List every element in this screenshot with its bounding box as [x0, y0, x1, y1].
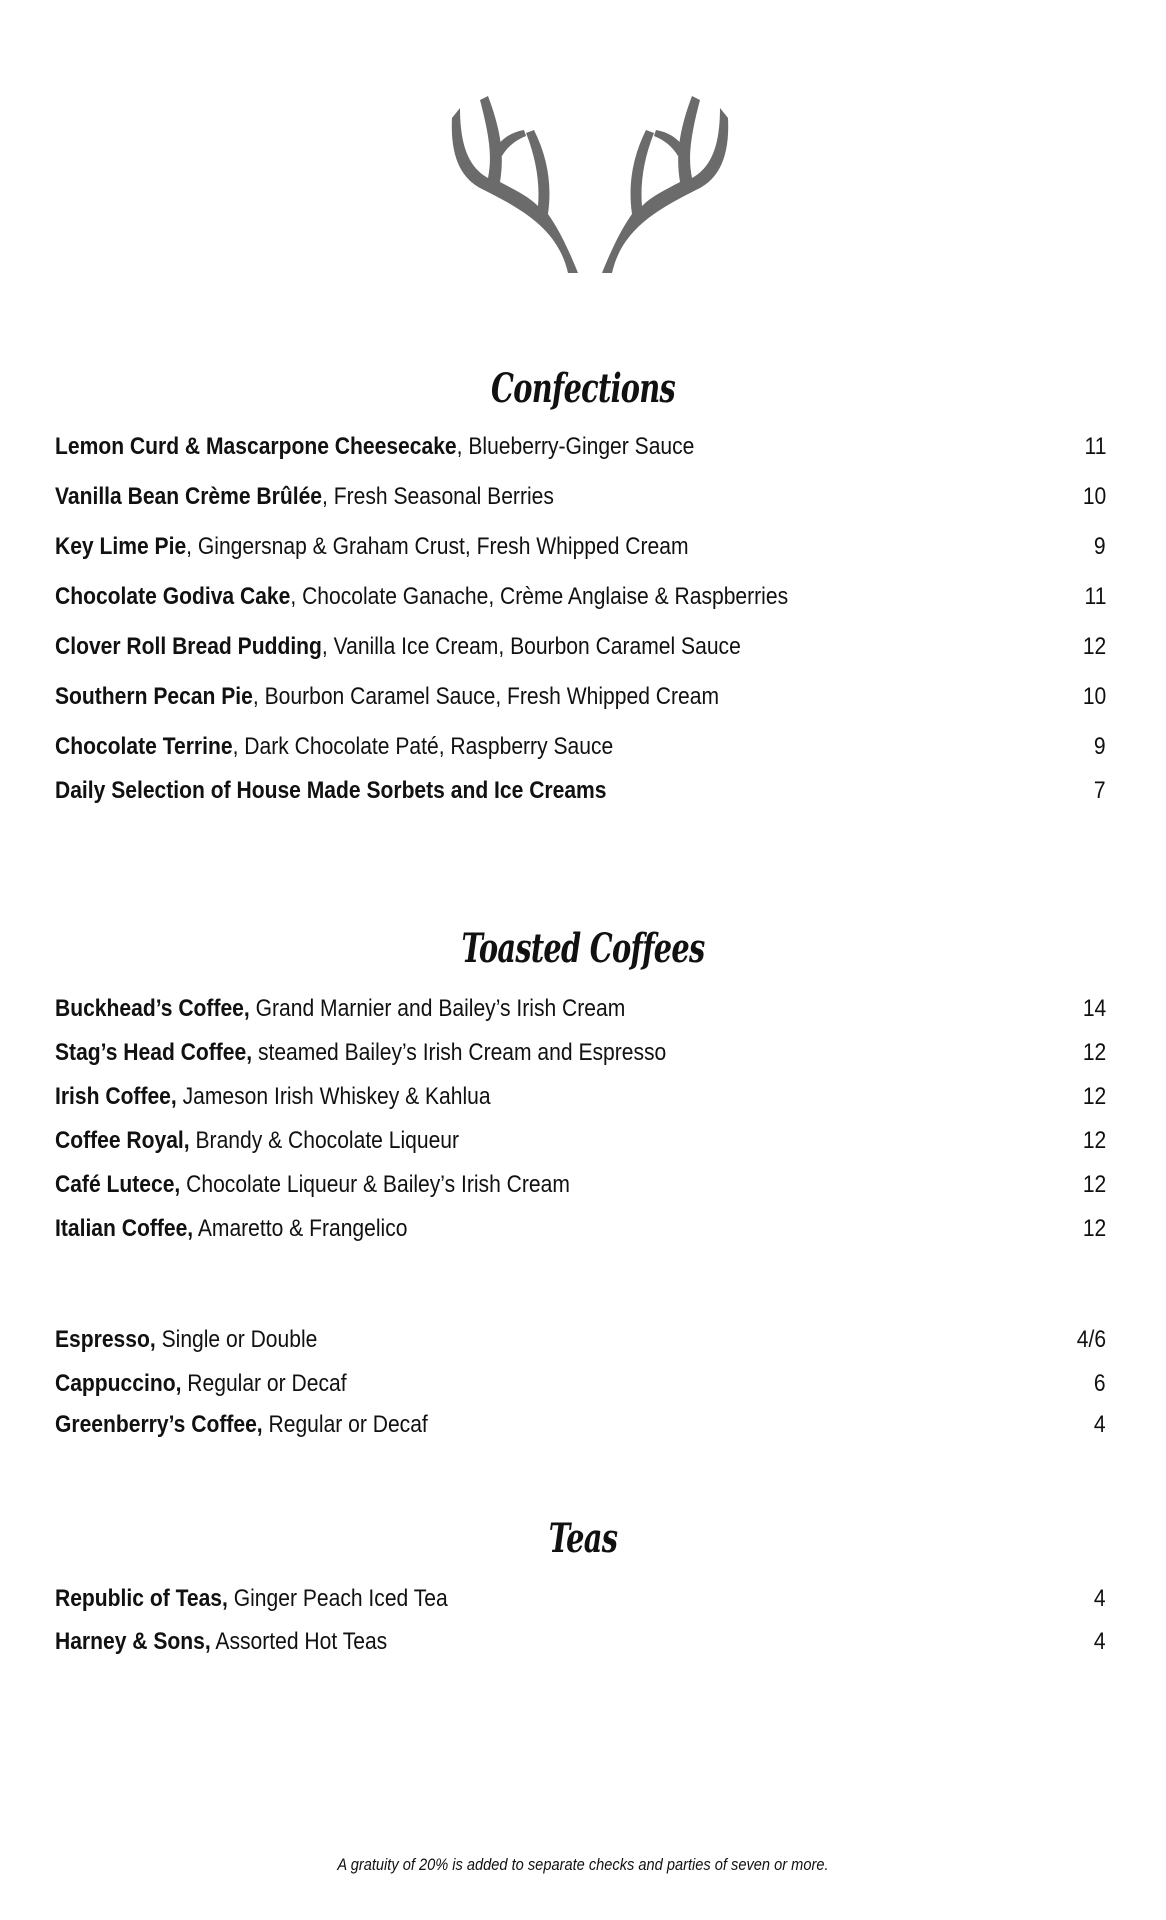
menu-item — [55, 1323, 1106, 1357]
item-desc: Bourbon Caramel Sauce, Fresh Whipped Cream — [258, 683, 720, 710]
item-name: Clover Roll Bread Pudding — [55, 633, 322, 660]
menu-item — [55, 1212, 1106, 1246]
item-name: Café Lutece, — [55, 1171, 181, 1198]
item-name: Irish Coffee, — [55, 1083, 177, 1110]
item-name: Buckhead’s Coffee, — [55, 995, 250, 1022]
item-sep: , — [232, 733, 239, 760]
item-sep: , — [186, 533, 193, 560]
item-price: 12 — [1082, 1171, 1106, 1198]
item-price: 9 — [1094, 733, 1106, 760]
item-price: 12 — [1082, 1127, 1106, 1154]
item-desc: Dark Chocolate Paté, Raspberry Sauce — [238, 733, 614, 760]
item-desc: Grand Marnier and Bailey’s Irish Cream — [249, 995, 626, 1022]
item-price: 12 — [1082, 633, 1106, 660]
item-price: 6 — [1094, 1370, 1106, 1397]
menu-item — [55, 580, 1106, 614]
section-title-confections: Confections — [490, 365, 676, 412]
item-name: Cappuccino, — [55, 1370, 182, 1397]
menu-item — [55, 1080, 1106, 1114]
item-name: Southern Pecan Pie — [55, 683, 253, 710]
item-price: 4 — [1094, 1585, 1106, 1612]
item-name: Daily Selection of House Made Sorbets and Ice Creams — [55, 777, 607, 804]
item-desc: Blueberry-Ginger Sauce — [462, 433, 695, 460]
menu-item — [55, 992, 1106, 1026]
menu-item — [55, 1036, 1106, 1070]
item-price: 12 — [1082, 1039, 1106, 1066]
item-desc: Brandy & Chocolate Liqueur — [189, 1127, 460, 1154]
menu-item — [55, 1582, 1106, 1616]
menu-item — [55, 774, 1106, 808]
menu-item — [55, 1168, 1106, 1202]
gratuity-note: A gratuity of 20% is added to separate checks and parties of seven or more. — [337, 1855, 829, 1874]
menu-item — [55, 630, 1106, 664]
item-price: 9 — [1094, 533, 1106, 560]
item-name: Espresso, — [55, 1326, 156, 1353]
item-name: Stag’s Head Coffee, — [55, 1039, 253, 1066]
item-price: 4 — [1094, 1411, 1106, 1438]
item-desc: Fresh Seasonal Berries — [327, 483, 554, 510]
item-price: 11 — [1084, 433, 1106, 460]
menu-item — [55, 480, 1106, 514]
item-price: 14 — [1082, 995, 1106, 1022]
menu-item — [55, 730, 1106, 764]
item-price: 4/6 — [1076, 1326, 1106, 1353]
section-title-toasted-coffees: Toasted Coffees — [461, 925, 705, 972]
item-desc: Amaretto & Frangelico — [193, 1215, 408, 1242]
item-name: Lemon Curd & Mascarpone Cheesecake — [55, 433, 457, 460]
item-name: Greenberry’s Coffee, — [55, 1411, 263, 1438]
item-sep: , — [252, 683, 259, 710]
item-name: Harney & Sons, — [55, 1628, 211, 1655]
menu-item — [55, 1124, 1106, 1158]
item-price: 10 — [1082, 483, 1106, 510]
item-desc: Chocolate Liqueur & Bailey’s Irish Cream — [180, 1171, 570, 1198]
item-desc: Single or Double — [155, 1326, 318, 1353]
item-desc: Regular or Decaf — [181, 1370, 347, 1397]
menu-item — [55, 680, 1106, 714]
menu-item — [55, 1367, 1106, 1401]
item-price: 12 — [1082, 1083, 1106, 1110]
item-desc: Gingersnap & Graham Crust, Fresh Whipped Cream — [192, 533, 689, 560]
item-sep: , — [456, 433, 463, 460]
item-price: 11 — [1084, 583, 1106, 610]
item-desc: Regular or Decaf — [262, 1411, 428, 1438]
item-name: Republic of Teas, — [55, 1585, 228, 1612]
item-price: 7 — [1094, 777, 1106, 804]
item-desc: steamed Bailey’s Irish Cream and Espresso — [252, 1039, 667, 1066]
section-title-teas: Teas — [548, 1515, 618, 1562]
item-name: Chocolate Terrine — [55, 733, 233, 760]
item-name: Vanilla Bean Crème Brûlée — [55, 483, 323, 510]
item-desc: Jameson Irish Whiskey & Kahlua — [176, 1083, 491, 1110]
item-sep: , — [321, 633, 328, 660]
item-price: 10 — [1082, 683, 1106, 710]
item-sep: , — [322, 483, 328, 510]
item-name: Chocolate Godiva Cake — [55, 583, 291, 610]
item-sep: , — [290, 583, 297, 610]
item-desc: Ginger Peach Iced Tea — [227, 1585, 448, 1612]
item-price: 4 — [1094, 1628, 1106, 1655]
item-price: 12 — [1082, 1215, 1106, 1242]
item-desc: Assorted Hot Teas — [210, 1628, 388, 1655]
item-name: Key Lime Pie — [55, 533, 187, 560]
menu-item — [55, 1408, 1106, 1442]
item-name: Italian Coffee, — [55, 1215, 194, 1242]
item-desc: Vanilla Ice Cream, Bourbon Caramel Sauce — [327, 633, 741, 660]
menu-item — [55, 530, 1106, 564]
menu-item — [55, 430, 1106, 464]
menu-item — [55, 1625, 1106, 1659]
antlers-icon — [440, 78, 740, 273]
item-name: Coffee Royal, — [55, 1127, 190, 1154]
item-desc: Chocolate Ganache, Crème Anglaise & Raspberries — [296, 583, 789, 610]
